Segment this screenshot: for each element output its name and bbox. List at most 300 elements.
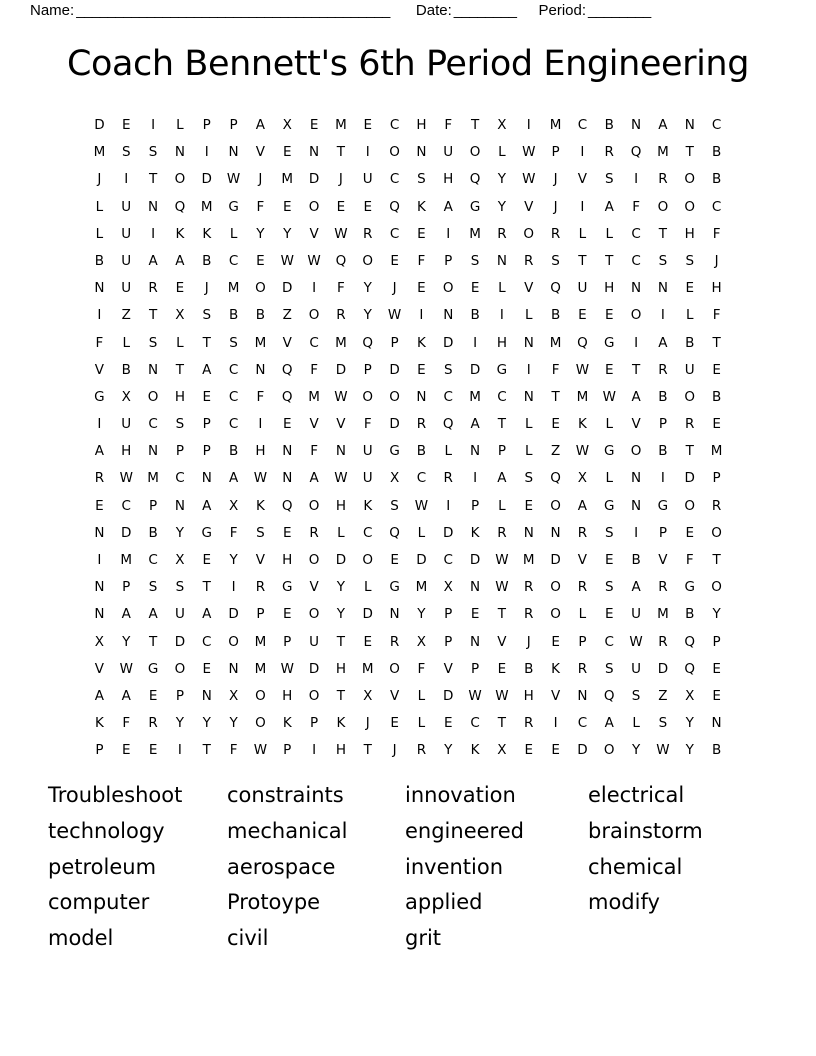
word-list-item[interactable]: brainstorm [588, 818, 703, 843]
grid-cell[interactable]: R [658, 361, 668, 378]
grid-cell[interactable]: L [337, 524, 345, 541]
grid-cell[interactable]: E [336, 198, 346, 215]
grid-cell[interactable]: D [469, 361, 481, 378]
grid-cell[interactable]: B [550, 307, 561, 324]
grid-cell[interactable]: W [522, 144, 536, 161]
grid-cell[interactable]: E [121, 742, 131, 759]
grid-cell[interactable]: S [604, 660, 614, 677]
grid-cell[interactable]: W [253, 742, 268, 759]
grid-cell[interactable]: R [524, 715, 534, 732]
grid-cell[interactable]: E [202, 388, 211, 405]
grid-cell[interactable]: D [174, 633, 186, 650]
grid-cell[interactable]: C [631, 252, 641, 269]
grid-cell[interactable]: L [605, 416, 613, 433]
grid-cell[interactable]: A [497, 470, 507, 487]
grid-cell[interactable]: L [417, 715, 426, 732]
grid-cell[interactable]: O [550, 579, 561, 596]
grid-cell[interactable]: O [362, 252, 374, 269]
grid-cell[interactable]: T [148, 171, 158, 188]
grid-cell[interactable]: Q [550, 470, 561, 487]
grid-cell[interactable]: S [229, 334, 238, 351]
grid-cell[interactable]: I [526, 361, 531, 378]
grid-cell[interactable]: I [446, 225, 451, 242]
grid-cell[interactable]: X [94, 633, 105, 650]
grid-cell[interactable]: B [658, 443, 668, 460]
grid-cell[interactable]: M [657, 606, 669, 623]
grid-cell[interactable]: W [226, 171, 241, 188]
grid-cell[interactable]: R [524, 252, 534, 269]
grid-cell[interactable]: I [97, 307, 102, 324]
grid-cell[interactable]: X [497, 117, 507, 133]
grid-cell[interactable]: O [362, 388, 374, 405]
grid-cell[interactable]: L [417, 687, 426, 704]
grid-cell[interactable]: N [148, 198, 159, 215]
grid-cell[interactable]: T [658, 225, 668, 242]
grid-cell[interactable]: K [363, 497, 373, 514]
grid-cell[interactable]: Q [684, 660, 696, 677]
grid-cell[interactable]: E [497, 660, 507, 677]
grid-cell[interactable]: E [712, 361, 721, 378]
grid-cell[interactable]: M [281, 171, 294, 188]
grid-cell[interactable]: M [522, 552, 535, 568]
grid-cell[interactable]: F [417, 660, 426, 677]
grid-cell[interactable]: J [392, 280, 397, 297]
grid-cell[interactable]: Z [121, 307, 131, 324]
grid-cell[interactable]: Y [497, 171, 507, 188]
grid-cell[interactable]: N [631, 117, 642, 133]
grid-cell[interactable]: I [177, 742, 182, 759]
grid-cell[interactable]: N [228, 660, 239, 677]
grid-cell[interactable]: L [632, 715, 640, 732]
grid-cell[interactable]: S [524, 470, 534, 487]
grid-cell[interactable]: Y [631, 742, 641, 759]
grid-cell[interactable]: E [604, 552, 614, 568]
grid-cell[interactable]: X [228, 687, 239, 704]
grid-cell[interactable]: T [470, 117, 480, 133]
grid-cell[interactable]: Q [281, 497, 293, 514]
grid-cell[interactable]: L [498, 144, 506, 161]
grid-cell[interactable]: U [121, 198, 132, 215]
grid-cell[interactable]: T [336, 687, 346, 704]
grid-cell[interactable]: D [416, 552, 427, 568]
grid-cell[interactable]: E [309, 117, 319, 133]
grid-cell[interactable]: Q [442, 416, 454, 433]
word-list-item[interactable]: innovation [405, 783, 516, 807]
name-field[interactable] [30, 0, 390, 22]
grid-cell[interactable]: C [604, 633, 614, 650]
grid-cell[interactable]: P [471, 660, 480, 677]
grid-cell[interactable]: N [228, 144, 239, 161]
grid-cell[interactable]: M [469, 388, 481, 405]
grid-cell[interactable]: D [684, 470, 695, 487]
grid-cell[interactable]: C [363, 524, 373, 541]
grid-cell[interactable]: I [312, 742, 317, 759]
grid-cell[interactable]: I [97, 552, 102, 568]
grid-cell[interactable]: L [578, 225, 587, 242]
grid-cell[interactable]: O [469, 144, 481, 161]
grid-cell[interactable]: E [685, 524, 694, 541]
grid-cell[interactable]: E [604, 307, 614, 324]
name-write-line[interactable]: ________________________________________ [76, 2, 390, 19]
grid-cell[interactable]: E [524, 497, 533, 514]
grid-cell[interactable]: O [523, 225, 535, 242]
grid-cell[interactable]: B [711, 144, 722, 161]
grid-cell[interactable]: V [255, 144, 266, 161]
grid-cell[interactable]: K [336, 715, 346, 732]
grid-cell[interactable]: A [631, 388, 641, 405]
grid-cell[interactable]: B [228, 443, 239, 460]
grid-cell[interactable]: U [443, 144, 454, 161]
grid-cell[interactable]: L [498, 497, 506, 514]
grid-cell[interactable]: B [148, 524, 158, 541]
grid-cell[interactable]: I [97, 416, 102, 433]
grid-cell[interactable]: D [201, 171, 212, 188]
grid-cell[interactable]: V [577, 552, 588, 568]
grid-cell[interactable]: S [417, 171, 426, 188]
word-list-item[interactable]: electrical [588, 783, 685, 807]
grid-cell[interactable]: N [282, 443, 293, 460]
grid-cell[interactable]: E [282, 416, 292, 433]
grid-cell[interactable]: K [202, 225, 212, 242]
grid-cell[interactable]: R [658, 171, 668, 188]
grid-cell[interactable]: J [392, 742, 397, 759]
grid-cell[interactable]: J [97, 171, 102, 188]
grid-cell[interactable]: J [338, 171, 343, 188]
grid-cell[interactable]: W [414, 497, 429, 514]
grid-cell[interactable]: M [308, 388, 320, 405]
grid-cell[interactable]: D [389, 416, 400, 433]
word-list-item[interactable]: Troubleshoot [48, 783, 183, 807]
grid-cell[interactable]: L [176, 334, 184, 351]
grid-cell[interactable]: P [283, 633, 292, 650]
grid-cell[interactable]: X [389, 470, 400, 487]
grid-cell[interactable]: Q [389, 198, 400, 215]
grid-cell[interactable]: W [387, 307, 402, 324]
grid-cell[interactable]: K [175, 225, 185, 242]
grid-cell[interactable]: D [335, 361, 347, 378]
grid-cell[interactable]: V [309, 579, 319, 596]
grid-cell[interactable]: P [712, 470, 721, 487]
grid-cell[interactable]: B [524, 660, 534, 677]
word-list-item[interactable]: Protoype [227, 890, 321, 915]
grid-cell[interactable]: T [551, 388, 560, 405]
grid-cell[interactable]: T [202, 334, 211, 351]
grid-cell[interactable]: M [335, 117, 347, 133]
grid-cell[interactable]: P [658, 416, 667, 433]
grid-cell[interactable]: X [228, 497, 239, 514]
grid-cell[interactable]: D [94, 117, 105, 133]
grid-cell[interactable]: D [443, 687, 454, 704]
grid-cell[interactable]: F [363, 416, 372, 433]
grid-cell[interactable]: A [604, 198, 614, 215]
grid-cell[interactable]: E [685, 280, 694, 297]
grid-cell[interactable]: H [523, 687, 534, 704]
grid-cell[interactable]: M [549, 334, 562, 351]
grid-cell[interactable]: C [577, 715, 588, 732]
grid-cell[interactable]: E [470, 606, 480, 623]
grid-cell[interactable]: C [577, 117, 588, 133]
grid-cell[interactable]: B [631, 552, 641, 568]
grid-cell[interactable]: N [631, 470, 642, 487]
grid-cell[interactable]: J [553, 171, 558, 188]
grid-cell[interactable]: X [416, 633, 427, 650]
grid-cell[interactable]: P [444, 633, 453, 650]
grid-cell[interactable]: W [522, 171, 536, 188]
grid-cell[interactable]: U [174, 606, 185, 623]
grid-cell[interactable]: Q [684, 633, 696, 650]
grid-cell[interactable]: E [551, 742, 560, 759]
grid-cell[interactable]: A [255, 117, 266, 133]
grid-cell[interactable]: P [122, 579, 131, 596]
grid-cell[interactable]: C [389, 117, 400, 133]
grid-cell[interactable]: I [660, 307, 665, 324]
grid-cell[interactable]: P [471, 497, 480, 514]
grid-cell[interactable]: N [470, 633, 481, 650]
grid-cell[interactable]: E [578, 307, 587, 324]
grid-cell[interactable]: W [602, 388, 616, 405]
grid-cell[interactable]: I [553, 715, 558, 732]
grid-cell[interactable]: K [551, 660, 560, 677]
grid-cell[interactable]: X [577, 470, 588, 487]
grid-cell[interactable]: B [228, 307, 239, 324]
grid-cell[interactable]: E [363, 633, 372, 650]
grid-cell[interactable]: B [255, 307, 266, 324]
grid-cell[interactable]: T [497, 416, 507, 433]
grid-cell[interactable]: E [390, 252, 399, 269]
grid-cell[interactable]: M [710, 443, 723, 460]
grid-cell[interactable]: E [604, 606, 614, 623]
grid-cell[interactable]: M [576, 388, 589, 405]
grid-cell[interactable]: B [202, 252, 212, 269]
grid-cell[interactable]: G [604, 497, 615, 514]
grid-cell[interactable]: R [497, 524, 507, 541]
grid-cell[interactable]: O [684, 198, 696, 215]
grid-cell[interactable]: T [148, 307, 158, 324]
grid-cell[interactable]: I [473, 470, 478, 487]
grid-cell[interactable]: Y [363, 307, 372, 324]
grid-cell[interactable]: W [334, 470, 348, 487]
grid-cell[interactable]: N [94, 524, 105, 541]
grid-cell[interactable]: A [658, 334, 668, 351]
grid-cell[interactable]: R [255, 579, 266, 596]
grid-cell[interactable]: V [309, 225, 319, 242]
grid-cell[interactable]: P [202, 443, 211, 460]
grid-cell[interactable]: U [121, 416, 132, 433]
grid-cell[interactable]: C [228, 361, 239, 378]
grid-cell[interactable]: B [711, 171, 722, 188]
grid-cell[interactable]: N [577, 687, 588, 704]
grid-cell[interactable]: A [202, 361, 212, 378]
grid-cell[interactable]: C [470, 715, 480, 732]
grid-cell[interactable]: N [335, 443, 346, 460]
grid-cell[interactable]: Y [256, 225, 265, 242]
grid-cell[interactable]: E [282, 524, 292, 541]
grid-cell[interactable]: V [309, 416, 319, 433]
grid-cell[interactable]: V [255, 552, 266, 568]
grid-cell[interactable]: C [175, 470, 185, 487]
grid-cell[interactable]: L [229, 225, 238, 242]
grid-cell[interactable]: T [336, 633, 346, 650]
grid-cell[interactable]: N [416, 144, 427, 161]
grid-cell[interactable]: U [121, 225, 132, 242]
grid-cell[interactable]: S [551, 252, 560, 269]
word-list-item[interactable]: engineered [405, 818, 524, 843]
grid-cell[interactable]: G [201, 524, 212, 541]
grid-cell[interactable]: B [94, 252, 105, 269]
grid-cell[interactable]: A [148, 606, 158, 623]
grid-cell[interactable]: F [551, 361, 560, 378]
grid-cell[interactable]: R [604, 144, 614, 161]
grid-cell[interactable]: N [174, 144, 185, 161]
word-list-item[interactable]: civil [227, 926, 269, 951]
grid-cell[interactable]: O [308, 198, 320, 215]
grid-cell[interactable]: E [148, 742, 158, 759]
grid-cell[interactable]: L [417, 524, 426, 541]
grid-cell[interactable]: R [658, 579, 668, 596]
grid-cell[interactable]: V [497, 633, 507, 650]
grid-cell[interactable]: T [631, 361, 641, 378]
grid-cell[interactable]: P [229, 117, 238, 133]
grid-cell[interactable]: O [389, 144, 400, 161]
grid-cell[interactable]: E [470, 280, 480, 297]
grid-cell[interactable]: W [280, 252, 294, 269]
grid-cell[interactable]: N [201, 687, 212, 704]
grid-cell[interactable]: N [389, 606, 400, 623]
grid-cell[interactable]: U [362, 171, 373, 188]
grid-cell[interactable]: Q [389, 524, 400, 541]
grid-cell[interactable]: M [147, 470, 159, 487]
grid-cell[interactable]: R [94, 470, 105, 487]
grid-cell[interactable]: V [524, 280, 534, 297]
grid-cell[interactable]: H [496, 334, 507, 351]
grid-cell[interactable]: P [175, 443, 184, 460]
grid-cell[interactable]: N [416, 388, 427, 405]
grid-cell[interactable]: N [282, 470, 293, 487]
grid-cell[interactable]: E [282, 198, 292, 215]
grid-cell[interactable]: E [148, 687, 158, 704]
grid-cell[interactable]: K [282, 715, 292, 732]
grid-cell[interactable]: C [228, 416, 239, 433]
grid-cell[interactable]: L [176, 117, 184, 133]
grid-cell[interactable]: U [309, 633, 320, 650]
grid-cell[interactable]: C [389, 225, 400, 242]
grid-cell[interactable]: X [175, 552, 185, 568]
grid-cell[interactable]: C [497, 388, 507, 405]
grid-cell[interactable]: S [604, 524, 614, 541]
grid-cell[interactable]: L [524, 443, 533, 460]
grid-cell[interactable]: W [495, 579, 509, 596]
grid-cell[interactable]: U [684, 361, 695, 378]
grid-cell[interactable]: Q [281, 361, 293, 378]
grid-cell[interactable]: O [147, 388, 159, 405]
grid-cell[interactable]: M [254, 660, 267, 677]
grid-cell[interactable]: C [228, 388, 239, 405]
grid-cell[interactable]: A [148, 252, 158, 269]
grid-cell[interactable]: L [524, 416, 533, 433]
grid-cell[interactable]: O [630, 443, 642, 460]
word-list-item[interactable]: technology [48, 818, 165, 843]
grid-cell[interactable]: Q [603, 687, 615, 704]
word-list-item[interactable]: modify [588, 890, 660, 915]
grid-cell[interactable]: X [282, 117, 292, 133]
grid-cell[interactable]: H [443, 171, 454, 188]
grid-cell[interactable]: D [308, 660, 320, 677]
grid-cell[interactable]: N [94, 606, 105, 623]
grid-cell[interactable]: H [416, 117, 427, 133]
grid-cell[interactable]: O [630, 307, 642, 324]
grid-cell[interactable]: R [711, 497, 722, 514]
grid-cell[interactable]: X [363, 687, 373, 704]
grid-cell[interactable]: H [335, 497, 346, 514]
grid-cell[interactable]: N [523, 388, 534, 405]
grid-cell[interactable]: R [524, 606, 534, 623]
grid-cell[interactable]: W [495, 687, 509, 704]
grid-cell[interactable]: D [469, 552, 481, 568]
grid-cell[interactable]: R [577, 579, 588, 596]
grid-cell[interactable]: J [714, 252, 719, 269]
grid-cell[interactable]: P [256, 606, 265, 623]
grid-cell[interactable]: R [148, 280, 158, 297]
grid-cell[interactable]: L [578, 606, 587, 623]
grid-cell[interactable]: E [443, 715, 453, 732]
grid-cell[interactable]: Y [497, 198, 507, 215]
grid-cell[interactable]: L [605, 470, 613, 487]
grid-cell[interactable]: C [443, 552, 453, 568]
grid-cell[interactable]: E [363, 117, 372, 133]
grid-cell[interactable]: D [443, 334, 454, 351]
grid-cell[interactable]: N [174, 497, 185, 514]
grid-cell[interactable]: L [363, 579, 372, 596]
grid-cell[interactable]: E [202, 660, 211, 677]
grid-cell[interactable]: V [389, 687, 400, 704]
grid-cell[interactable]: P [658, 524, 667, 541]
grid-cell[interactable]: X [497, 742, 507, 759]
grid-cell[interactable]: P [149, 497, 158, 514]
grid-cell[interactable]: A [202, 606, 212, 623]
grid-cell[interactable]: L [122, 334, 130, 351]
grid-cell[interactable]: T [336, 144, 346, 161]
grid-cell[interactable]: B [658, 388, 668, 405]
grid-cell[interactable]: P [712, 633, 721, 650]
grid-cell[interactable]: V [336, 416, 346, 433]
grid-cell[interactable]: D [335, 552, 347, 568]
grid-cell[interactable]: E [256, 252, 265, 269]
grid-cell[interactable]: H [711, 280, 722, 297]
grid-cell[interactable]: S [658, 252, 668, 269]
grid-cell[interactable]: A [577, 497, 588, 514]
grid-cell[interactable]: W [629, 633, 643, 650]
grid-cell[interactable]: R [416, 742, 427, 759]
word-list-item[interactable]: computer [48, 890, 150, 915]
grid-cell[interactable]: Y [712, 606, 721, 623]
grid-cell[interactable]: D [577, 742, 588, 759]
grid-cell[interactable]: W [468, 687, 482, 704]
grid-cell[interactable]: M [200, 198, 213, 215]
grid-cell[interactable]: E [175, 280, 185, 297]
grid-cell[interactable]: R [524, 579, 534, 596]
grid-cell[interactable]: S [175, 416, 185, 433]
grid-cell[interactable]: W [495, 552, 509, 568]
grid-cell[interactable]: E [712, 416, 721, 433]
grid-cell[interactable]: A [658, 117, 668, 133]
grid-cell[interactable]: S [202, 307, 212, 324]
grid-cell[interactable]: L [95, 225, 104, 242]
grid-cell[interactable]: O [657, 198, 669, 215]
grid-cell[interactable]: D [657, 660, 669, 677]
grid-cell[interactable]: U [121, 252, 132, 269]
grid-cell[interactable]: W [119, 470, 133, 487]
grid-cell[interactable]: C [309, 334, 319, 351]
